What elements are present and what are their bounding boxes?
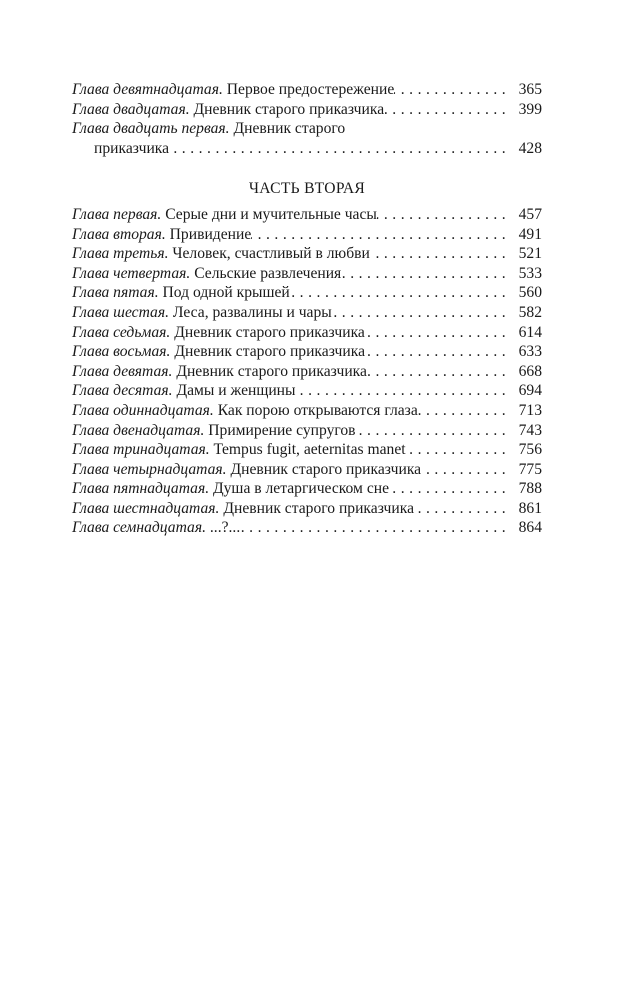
dot-leader (414, 499, 508, 519)
toc-entry (72, 225, 542, 245)
dot-leader (384, 100, 508, 120)
toc-entry (72, 518, 542, 538)
chapter-title: Серые дни и мучительные часы (165, 205, 377, 223)
toc-entry-twoline (72, 119, 542, 158)
chapter-title: Дневник старого (233, 120, 346, 138)
page-number: 457 (518, 205, 542, 223)
page-number: 743 (518, 421, 542, 439)
page-number: 560 (518, 284, 542, 302)
toc-entry-text (72, 460, 421, 480)
toc-entry-text (72, 264, 341, 284)
toc-entry-text (72, 440, 406, 460)
chapter-label: Глава двадцатая. (72, 100, 190, 118)
toc-entry (72, 401, 542, 421)
page-number: 756 (518, 441, 542, 459)
page-number: 668 (518, 362, 542, 380)
chapter-label: Глава шестая. (72, 303, 169, 321)
part-two-heading: ЧАСТЬ ВТОРАЯ (248, 180, 366, 198)
chapter-label: Глава девятнадцатая. (72, 81, 223, 98)
chapter-label: Глава двенадцатая. (72, 421, 205, 439)
chapter-label: Глава вторая. (72, 225, 166, 243)
chapter-title: Под одной крышей (162, 284, 290, 302)
dot-leader (367, 362, 508, 382)
toc-entry (72, 421, 542, 441)
chapter-title: Леса, развалины и чары (172, 303, 332, 321)
toc-entry (72, 80, 542, 100)
dot-leader (421, 460, 508, 480)
chapter-title: Привидение (169, 225, 252, 243)
toc-entry (72, 323, 542, 343)
page-number: 428 (518, 139, 542, 157)
page-number: 582 (518, 303, 542, 321)
part-two-list (72, 205, 542, 538)
dot-leader (406, 440, 508, 460)
dot-leader (365, 342, 508, 362)
chapter-title: Душа в летаргическом сне (213, 480, 390, 498)
toc-entry (72, 264, 542, 284)
dot-leader (377, 205, 508, 225)
chapter-label: Глава двадцать первая. (72, 120, 230, 138)
toc-entry-first-line (72, 119, 542, 139)
chapter-label: Глава одиннадцатая. (72, 401, 214, 419)
chapter-title: Дневник старого приказчика (174, 343, 365, 361)
dot-leader (240, 518, 508, 538)
toc-entry (72, 283, 542, 303)
chapter-title: Дневник старого приказчика (193, 100, 385, 118)
page-number: 491 (518, 225, 542, 243)
toc-entry-text (72, 479, 389, 499)
toc-entry (72, 342, 542, 362)
toc-entry (72, 244, 542, 264)
page-number: 694 (518, 382, 542, 400)
chapter-title-continuation: приказчика (94, 139, 170, 157)
page-number: 713 (518, 401, 542, 419)
toc-entry-text (72, 283, 290, 303)
toc-entry-text (72, 381, 296, 401)
page-number: 521 (518, 245, 542, 263)
chapter-title: Дамы и женщины (176, 382, 296, 400)
page-number: 365 (518, 81, 542, 98)
toc-entry-text (72, 205, 377, 225)
toc-entry-text (72, 303, 332, 323)
chapter-label: Глава седьмая. (72, 323, 171, 341)
dot-leader (332, 303, 508, 323)
dot-leader (389, 479, 508, 499)
toc-entry-text (72, 244, 370, 264)
chapter-title: Дневник старого приказчика (176, 362, 367, 380)
page-number: 614 (518, 323, 542, 341)
dot-leader (356, 421, 508, 441)
toc-entry-text (72, 518, 240, 538)
dot-leader (394, 80, 508, 100)
toc-entry (72, 440, 542, 460)
page-number: 633 (518, 343, 542, 361)
dot-leader (418, 401, 508, 421)
chapter-label: Глава шестнадцатая. (72, 499, 220, 517)
toc-entry-text (72, 342, 365, 362)
chapter-label: Глава семнадцатая. (72, 519, 206, 537)
chapter-title: Tempus fugit, aeternitas manet (213, 441, 406, 459)
toc-entry-text (72, 100, 384, 120)
toc-entry-text (72, 225, 251, 245)
toc-entry-text (72, 323, 365, 343)
toc-entry-text (72, 362, 367, 382)
toc-entry (72, 479, 542, 499)
page-number: 864 (518, 519, 542, 537)
dot-leader (341, 264, 508, 284)
page-number: 775 (518, 460, 542, 478)
toc-entry (72, 100, 542, 120)
page-number: 533 (518, 264, 542, 282)
dot-leader (251, 225, 508, 245)
dot-leader (296, 381, 508, 401)
chapter-label: Глава четвертая. (72, 264, 191, 282)
dot-leader (169, 139, 508, 159)
chapter-title: Примирение супругов (208, 421, 356, 439)
chapter-title: Дневник старого приказчика (174, 323, 365, 341)
page-number: 788 (518, 480, 542, 498)
chapter-label: Глава пятая. (72, 284, 159, 302)
page-number: 399 (518, 100, 542, 118)
toc-entry-text (72, 421, 356, 441)
toc-entry-text (72, 499, 414, 519)
chapter-title: Сельские развлечения (194, 264, 342, 282)
toc-entry (72, 205, 542, 225)
chapter-label: Глава первая. (72, 205, 162, 223)
chapter-title: Человек, счастливый в любви (172, 245, 370, 263)
dot-leader (365, 323, 508, 343)
chapter-label: Глава третья. (72, 245, 169, 263)
toc-entry (72, 460, 542, 480)
chapter-title: Дневник старого приказчика (223, 499, 414, 517)
chapter-label: Глава пятнадцатая. (72, 480, 210, 498)
table-of-contents (72, 80, 542, 538)
chapter-title: Дневник старого приказчика (230, 460, 422, 478)
toc-entry-text (72, 80, 394, 100)
chapter-title: Как порою открываются глаза (217, 401, 418, 419)
dot-leader (370, 244, 508, 264)
chapter-label: Глава десятая. (72, 382, 173, 400)
chapter-title: Первое предостережение (226, 81, 395, 98)
toc-entry (72, 499, 542, 519)
toc-entry (72, 303, 542, 323)
toc-entry (72, 362, 542, 382)
toc-entry (72, 381, 542, 401)
page-number: 861 (518, 499, 542, 517)
chapter-label: Глава тринадцатая. (72, 441, 210, 459)
chapter-label: Глава восьмая. (72, 343, 171, 361)
toc-entry-text (72, 401, 418, 421)
chapter-label: Глава девятая. (72, 362, 173, 380)
part-one-list (72, 80, 542, 119)
chapter-title: ...?... (209, 519, 241, 537)
dot-leader (290, 283, 508, 303)
toc-entry-continuation (72, 139, 542, 159)
chapter-label: Глава четырнадцатая. (72, 460, 227, 478)
